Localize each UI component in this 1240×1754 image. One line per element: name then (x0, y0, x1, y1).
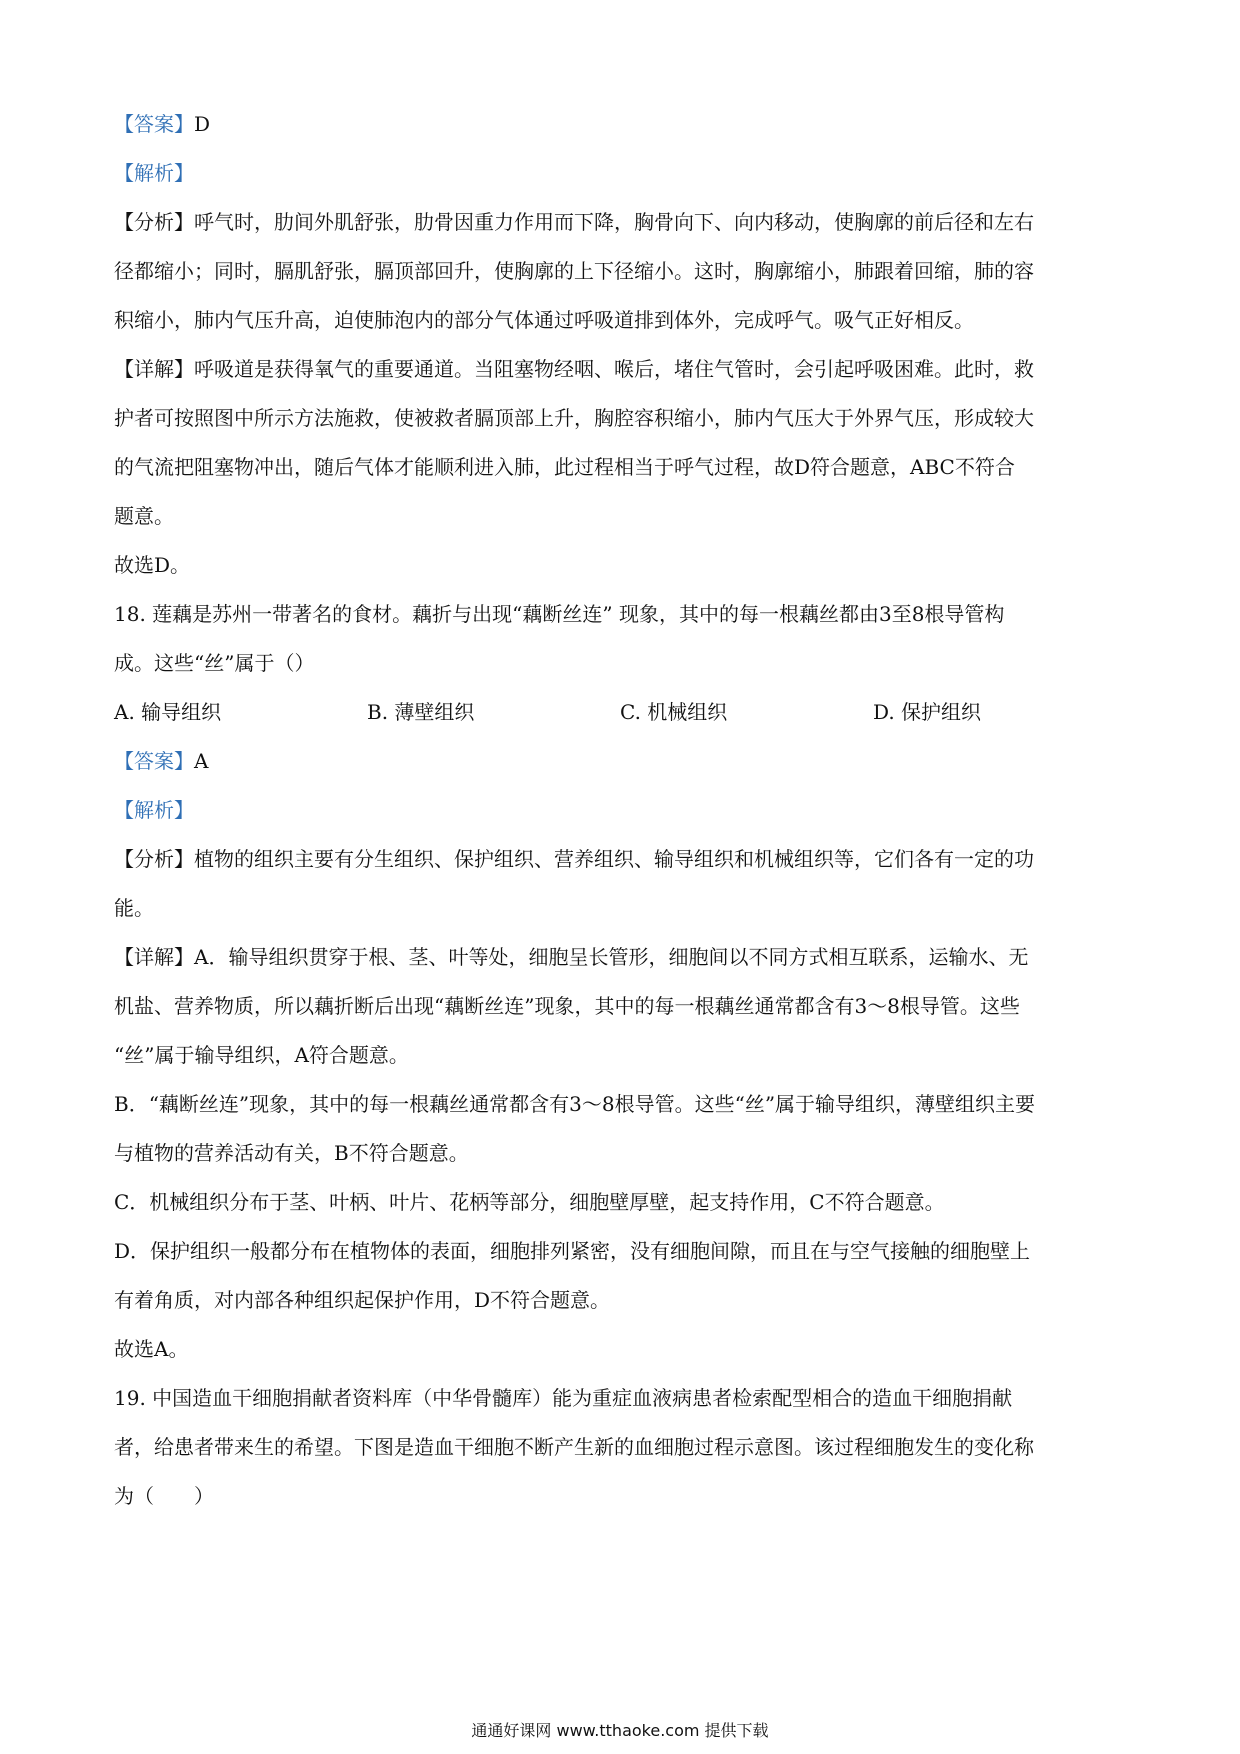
q17-xiangjie-line-3: 的气流把阻塞物冲出，随后气体才能顺利进入肺，此过程相当于呼气过程，故D符合题意，ABC不符合 (114, 455, 1015, 479)
xiangjie-text: A．输导组织贯穿于根、茎、叶等处，细胞呈长管形，细胞间以不同方式相互联系，运输水、无 (194, 945, 1029, 969)
page-footer: 通通好课网 www.tthaoke.com 提供下载 (471, 1721, 769, 1740)
fenxi-text: 呼气时，肋间外肌舒张，肋骨因重力作用而下降，胸骨向下、向内移动，使胸廓的前后径和左右 (194, 210, 1034, 234)
q18-d-line-2: 有着角质，对内部各种组织起保护作用，D不符合题意。 (114, 1288, 611, 1312)
option-a: A. 输导组织 (114, 700, 222, 724)
q18-fenxi-line-2: 能。 (114, 896, 154, 920)
fenxi-text: 植物的组织主要有分生组织、保护组织、营养组织、输导组织和机械组织等，它们各有一定的功 (194, 847, 1034, 871)
document-body (114, 100, 1126, 1521)
q18-conclusion: 故选A。 (114, 1337, 189, 1361)
analysis-tag: 【解析】 (114, 798, 194, 822)
fenxi-tag: 【分析】 (114, 210, 194, 234)
q19-stem-line-3: 为（ ） (114, 1484, 214, 1508)
q18-answer (114, 737, 1126, 786)
fenxi-tag: 【分析】 (114, 847, 194, 871)
q17-fenxi-line-1 (114, 198, 1126, 247)
q18-b-line-1: B．“藕断丝连”现象，其中的每一根藕丝通常都含有3～8根导管。这些“丝”属于输导组织，薄壁组织主要 (114, 1092, 1036, 1116)
q18-fenxi-line-1 (114, 835, 1126, 884)
q17-fenxi-line-3: 积缩小，肺内气压升高，迫使肺泡内的部分气体通过呼吸道排到体外，完成呼气。吸气正好相反。 (114, 308, 974, 332)
q18-c-line: C．机械组织分布于茎、叶柄、叶片、花柄等部分，细胞壁厚壁，起支持作用，C不符合题意。 (114, 1190, 945, 1214)
answer-value: D (194, 112, 211, 136)
xiangjie-tag: 【详解】 (114, 945, 194, 969)
answer-value: A (194, 749, 209, 773)
answer-tag: 【答案】 (114, 749, 194, 773)
q17-answer (114, 100, 1126, 149)
option-b: B. 薄壁组织 (367, 700, 475, 724)
q18-analysis-heading (114, 786, 1126, 835)
analysis-tag: 【解析】 (114, 161, 194, 185)
q17-fenxi-line-2: 径都缩小；同时，膈肌舒张，膈顶部回升，使胸廓的上下径缩小。这时，胸廓缩小，肺跟着回缩，肺的容 (114, 259, 1034, 283)
q18-options (114, 688, 1126, 737)
xiangjie-tag: 【详解】 (114, 357, 194, 381)
q17-analysis-heading (114, 149, 1126, 198)
q17-xiangjie-line-4: 题意。 (114, 504, 174, 528)
q18-stem-line-2: 成。这些“丝”属于（） (114, 651, 315, 675)
q18-xiangjie-line-3: “丝”属于输导组织，A符合题意。 (114, 1043, 409, 1067)
xiangjie-text: 呼吸道是获得氧气的重要通道。当阻塞物经咽、喉后，堵住气管时，会引起呼吸困难。此时，救 (194, 357, 1034, 381)
q18-xiangjie-line-2: 机盐、营养物质，所以藕折断后出现“藕断丝连”现象，其中的每一根藕丝通常都含有3～8根导管。这些 (114, 994, 1020, 1018)
q18-stem-line-1: 18. 莲藕是苏州一带著名的食材。藕折与出现“藕断丝连” 现象，其中的每一根藕丝都由3至8根导管构 (114, 602, 1005, 626)
q18-xiangjie-line-1 (114, 933, 1126, 982)
q17-xiangjie-line-1 (114, 345, 1126, 394)
q18-b-line-2: 与植物的营养活动有关，B不符合题意。 (114, 1141, 469, 1165)
q17-xiangjie-line-2: 护者可按照图中所示方法施救，使被救者膈顶部上升，胸腔容积缩小，肺内气压大于外界气压，形成较大 (114, 406, 1034, 430)
q17-conclusion: 故选D。 (114, 553, 191, 577)
option-c: C. 机械组织 (620, 700, 728, 724)
q18-d-line-1: D．保护组织一般都分布在植物体的表面，细胞排列紧密，没有细胞间隙，而且在与空气接触的细胞壁上 (114, 1239, 1031, 1263)
q19-stem-line-1: 19. 中国造血干细胞捐献者资料库（中华骨髓库）能为重症血液病患者检索配型相合的造血干细胞捐献 (114, 1386, 1013, 1410)
q19-stem-line-2: 者，给患者带来生的希望。下图是造血干细胞不断产生新的血细胞过程示意图。该过程细胞发生的变化称 (114, 1435, 1034, 1459)
answer-tag: 【答案】 (114, 112, 194, 136)
option-d: D. 保护组织 (873, 700, 982, 724)
